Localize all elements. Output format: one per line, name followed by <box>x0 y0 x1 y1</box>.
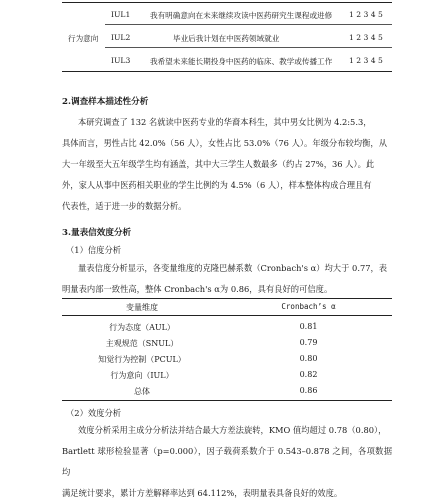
reliability-row-2-alpha: 0.79 <box>299 338 318 347</box>
reliability-table-bottom-rule <box>62 400 392 401</box>
section-2-line-5: 代表性，适于进一步的数据分析。 <box>62 201 187 211</box>
top-table-text-1: 我有明确意向在未来继续攻读中医药研究生课程或进修 <box>150 11 333 20</box>
reliability-row-5-alpha: 0.86 <box>299 386 318 395</box>
reliability-paragraph <box>62 258 392 300</box>
section-2-line-3: 大一年级至大五年级学生均有涵盖，其中大三学生人数最多（约占 27%，36 人）。此 <box>62 159 375 169</box>
validity-line-1 <box>62 420 392 441</box>
reliability-row-5-dimension: 总体 <box>134 387 150 396</box>
top-table-rule-3 <box>105 47 392 48</box>
reliability-row-3-alpha: 0.80 <box>299 354 318 363</box>
validity-line-3: 满足统计要求，累计方差解释率达到 64.112%，表明量表具备良好的效度。 <box>62 488 343 498</box>
reliability-table-header-dimension: 变量维度 <box>126 303 158 312</box>
reliability-row-1-alpha: 0.81 <box>299 322 318 331</box>
top-table-code-1: IUL1 <box>111 10 131 19</box>
reliability-table-header-rule <box>62 315 392 316</box>
top-table-scale-1: 1 2 3 4 5 <box>349 10 383 19</box>
validity-line-1-text: 效度分析采用主成分分析法并结合最大方差法旋转，KMO 值均超过 0.78（0.80）， <box>78 425 387 435</box>
reliability-line-1 <box>62 258 392 279</box>
reliability-row-3-dimension: 知觉行为控制（PCUL） <box>98 355 186 364</box>
section-3-heading: 3.量表信效度分析 <box>62 228 132 238</box>
reliability-row-4-dimension: 行为意向（IUL） <box>110 371 174 380</box>
section-2-line-1-text: 本研究调查了 132 名就读中医药专业的华裔本科生，其中男女比例为 4.2:5.3， <box>78 117 372 127</box>
reliability-table-header-alpha: Cronbach’s α <box>281 302 336 311</box>
section-2-line-2: 具体而言，男性占比 42.0%（56 人），女性占比 53.0%（76 人）。年级分布较均衡，从 <box>62 138 387 148</box>
reliability-row-4-alpha: 0.82 <box>299 370 318 379</box>
reliability-table-top-rule <box>62 298 392 299</box>
reliability-row-1-dimension: 行为态度（AUL） <box>109 323 175 332</box>
top-table-rule-1 <box>62 2 392 3</box>
top-table-text-2: 毕业后我计划在中医药领域就业 <box>173 34 280 43</box>
reliability-row-2-dimension: 主观规范（SNUL） <box>105 339 179 348</box>
top-table-code-2: IUL2 <box>111 33 131 42</box>
top-table-rule-2 <box>105 24 392 25</box>
top-table-scale-2: 1 2 3 4 5 <box>349 33 383 42</box>
reliability-line-2: 明量表内部一致性高，整体 Cronbach's α为 0.86，具有良好的可信度。 <box>62 284 333 294</box>
top-table-code-3: IUL3 <box>111 56 131 65</box>
validity-paragraph <box>62 420 392 504</box>
top-table-text-3: 我希望未来能长期投身中医药的临床、教学或传播工作 <box>150 57 333 66</box>
section-2-heading: 2.调查样本描述性分析 <box>62 97 149 107</box>
section-2-line-1 <box>62 112 392 133</box>
section-2-line-4: 外，家人从事中医药相关职业的学生比例约为 4.5%（6 人），样本整体构成合理且有 <box>62 180 372 190</box>
validity-line-2: Bartlett 球形检验显著（p=0.000），因子载荷系数介于 0.543–0.878 之间，各项数据均 <box>62 446 392 477</box>
validity-subheading: （2）效度分析 <box>66 408 122 418</box>
top-table-group-label: 行为意向 <box>68 34 99 43</box>
top-table-rule-bottom <box>62 71 392 72</box>
reliability-subheading: （1）信度分析 <box>66 245 122 255</box>
top-table-scale-3: 1 2 3 4 5 <box>349 56 383 65</box>
section-2-paragraph <box>62 112 392 217</box>
reliability-line-1-text: 量表信度分析显示，各变量维度的克隆巴赫系数（Cronbach's α）均大于 0.77，表 <box>78 263 388 273</box>
